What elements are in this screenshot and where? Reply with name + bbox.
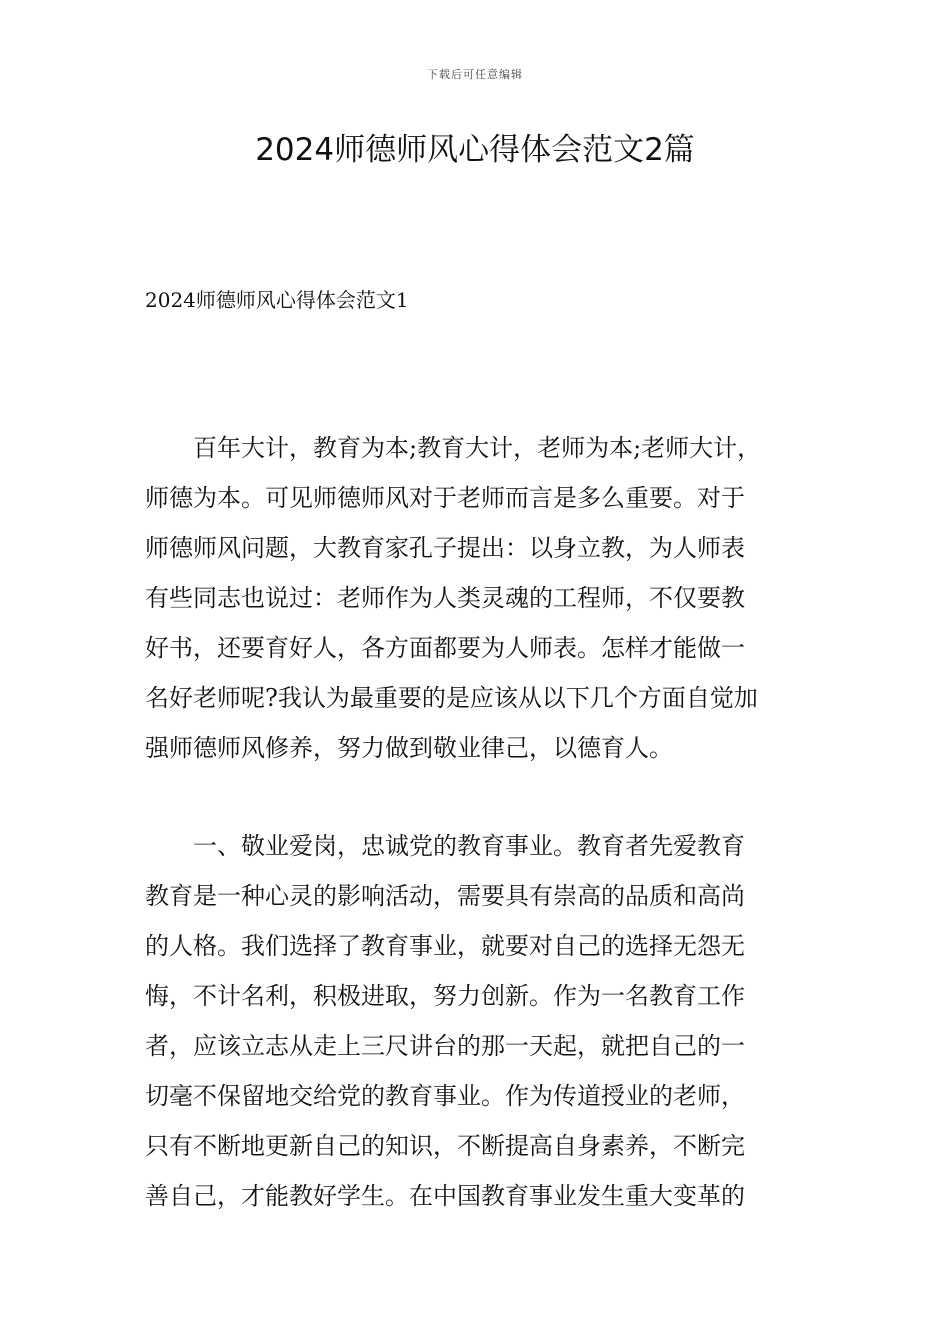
paragraph-line: 好书，还要育好人，各方面都要为人师表。怎样才能做一 xyxy=(145,634,745,662)
paragraph-line: 教育是一种心灵的影响活动，需要具有崇高的品质和高尚 xyxy=(145,882,745,910)
paragraph-line: 者，应该立志从走上三尺讲台的那一天起，就把自己的一 xyxy=(145,1032,745,1060)
paragraph-line: 有些同志也说过：老师作为人类灵魂的工程师，不仅要教 xyxy=(145,584,745,612)
paragraph-1 xyxy=(145,423,820,773)
header-note: 下载后可任意编辑 xyxy=(427,68,523,81)
paragraph-line: 百年大计，教育为本;教育大计，老师为本;老师大计， xyxy=(193,434,762,462)
paragraph-line: 善自己，才能教好学生。在中国教育事业发生重大变革的 xyxy=(145,1182,745,1210)
section-heading: 2024师德师风心得体会范文1 xyxy=(145,288,409,312)
paragraph-2 xyxy=(145,821,820,1221)
document-title: 2024师德师风心得体会范文2篇 xyxy=(255,132,695,168)
paragraph-line: 的人格。我们选择了教育事业，就要对自己的选择无怨无 xyxy=(145,932,745,960)
paragraph-line: 名好老师呢?我认为最重要的是应该从以下几个方面自觉加 xyxy=(145,684,758,712)
paragraph-line: 师德为本。可见师德师风对于老师而言是多么重要。对于 xyxy=(145,484,745,512)
paragraph-line: 师德师风问题，大教育家孔子提出：以身立教，为人师表 xyxy=(145,534,745,562)
paragraph-line: 一、敬业爱岗，忠诚党的教育事业。教育者先爱教育 xyxy=(193,832,745,860)
paragraph-line: 只有不断地更新自己的知识，不断提高自身素养，不断完 xyxy=(145,1132,745,1160)
paragraph-line: 切毫不保留地交给党的教育事业。作为传道授业的老师， xyxy=(145,1082,745,1110)
paragraph-line: 悔，不计名利，积极进取，努力创新。作为一名教育工作 xyxy=(145,982,745,1010)
paragraph-line: 强师德师风修养，努力做到敬业律己，以德育人。 xyxy=(145,734,673,762)
